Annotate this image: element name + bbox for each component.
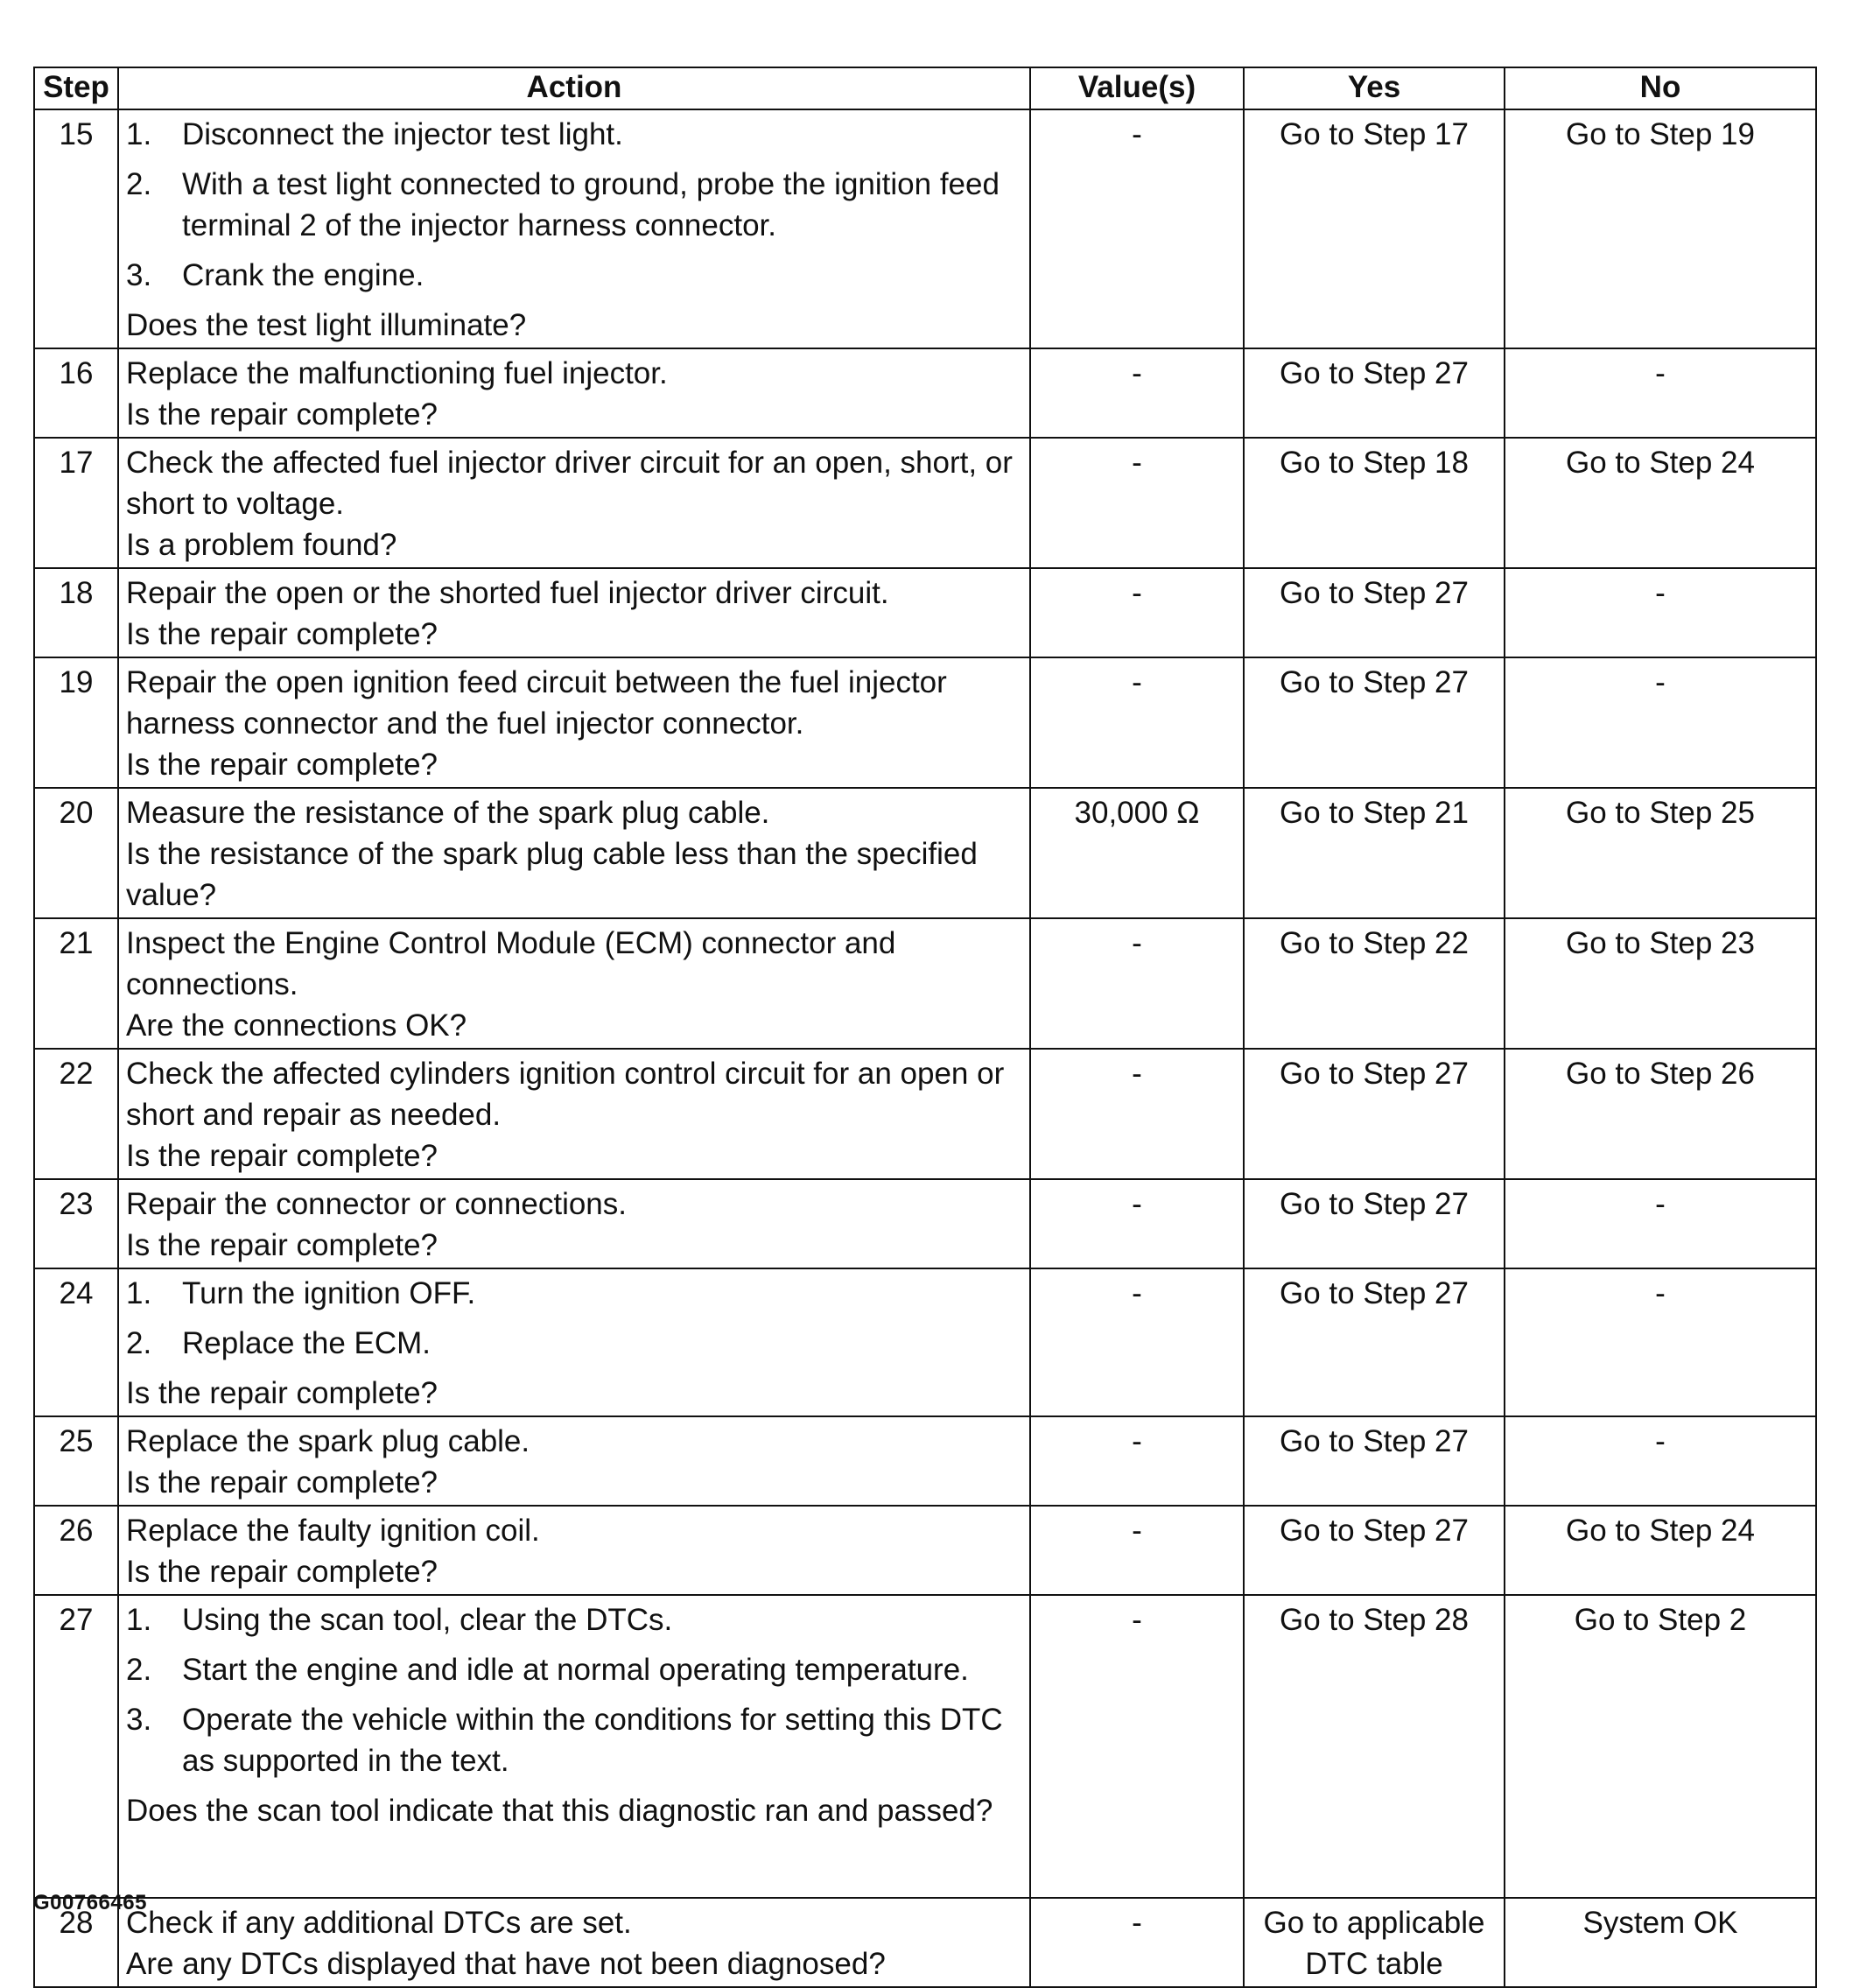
substep-number: 3. bbox=[126, 258, 152, 292]
no-cell: - bbox=[1505, 657, 1816, 788]
substep-text: Turn the ignition OFF. bbox=[182, 1276, 476, 1310]
yes-cell: Go to Step 27 bbox=[1244, 1179, 1505, 1268]
action-cell bbox=[118, 1898, 1030, 1987]
substep-text: Replace the ECM. bbox=[182, 1326, 431, 1360]
table-row bbox=[34, 348, 1816, 438]
step-number: 23 bbox=[34, 1179, 118, 1268]
table-row bbox=[34, 1268, 1816, 1416]
action-substep bbox=[126, 1599, 1022, 1640]
value-cell: - bbox=[1030, 1416, 1244, 1506]
action-cell bbox=[118, 1595, 1030, 1898]
table-body bbox=[34, 109, 1816, 1987]
table-row bbox=[34, 1898, 1816, 1987]
action-substep bbox=[126, 114, 1022, 155]
substep-number: 3. bbox=[126, 1703, 152, 1737]
action-question: Replace the malfunctioning fuel injector. Is the repair complete? bbox=[126, 356, 668, 432]
step-number: 26 bbox=[34, 1506, 118, 1595]
table-row bbox=[34, 568, 1816, 657]
action-question: Repair the open ignition feed circuit between the fuel injector harness connector and the fuel injector connector. Is the repair complete? bbox=[126, 665, 947, 782]
yes-cell: Go to Step 22 bbox=[1244, 918, 1505, 1049]
no-cell: Go to Step 23 bbox=[1505, 918, 1816, 1049]
no-cell: Go to Step 19 bbox=[1505, 109, 1816, 348]
value-cell: - bbox=[1030, 657, 1244, 788]
table-row bbox=[34, 1506, 1816, 1595]
step-number: 17 bbox=[34, 438, 118, 568]
action-cell bbox=[118, 1049, 1030, 1179]
step-number: 20 bbox=[34, 788, 118, 918]
value-cell: - bbox=[1030, 1898, 1244, 1987]
action-cell bbox=[118, 1268, 1030, 1416]
action-cell bbox=[118, 568, 1030, 657]
action-question: Repair the connector or connections. Is the repair complete? bbox=[126, 1187, 627, 1262]
no-cell: - bbox=[1505, 348, 1816, 438]
table-row bbox=[34, 788, 1816, 918]
step-number: 22 bbox=[34, 1049, 118, 1179]
header-step: Step bbox=[34, 67, 118, 109]
no-cell: Go to Step 25 bbox=[1505, 788, 1816, 918]
action-cell bbox=[118, 1506, 1030, 1595]
substep-text: Disconnect the injector test light. bbox=[182, 117, 623, 151]
substep-number: 1. bbox=[126, 1603, 152, 1637]
substep-text: Crank the engine. bbox=[182, 258, 424, 292]
value-cell: - bbox=[1030, 1268, 1244, 1416]
value-cell: - bbox=[1030, 1506, 1244, 1595]
substep-text: Using the scan tool, clear the DTCs. bbox=[182, 1603, 673, 1637]
step-number: 15 bbox=[34, 109, 118, 348]
action-question: Check the affected cylinders ignition control circuit for an open or short and repair as needed. Is the repair complete? bbox=[126, 1057, 1005, 1173]
substep-number: 2. bbox=[126, 1653, 152, 1687]
no-cell: - bbox=[1505, 1268, 1816, 1416]
value-cell: - bbox=[1030, 438, 1244, 568]
header-yes: Yes bbox=[1244, 67, 1505, 109]
substep-text: Start the engine and idle at normal operating temperature. bbox=[182, 1653, 969, 1687]
action-cell bbox=[118, 1416, 1030, 1506]
figure-id: G00766465 bbox=[33, 1891, 147, 1914]
table-row bbox=[34, 438, 1816, 568]
action-question: Replace the faulty ignition coil. Is the repair complete? bbox=[126, 1514, 540, 1589]
action-substep bbox=[126, 164, 1022, 246]
action-question: Does the test light illuminate? bbox=[126, 308, 527, 342]
action-cell bbox=[118, 657, 1030, 788]
table-header-row bbox=[34, 67, 1816, 109]
yes-cell: Go to Step 27 bbox=[1244, 348, 1505, 438]
action-question: Does the scan tool indicate that this diagnostic ran and passed? bbox=[126, 1794, 993, 1828]
substep-text: Operate the vehicle within the conditions for setting this DTC as supported in the text. bbox=[182, 1703, 1003, 1778]
action-cell bbox=[118, 438, 1030, 568]
value-cell: - bbox=[1030, 1049, 1244, 1179]
diagnostic-table bbox=[33, 67, 1817, 1988]
table-row bbox=[34, 1049, 1816, 1179]
table-row bbox=[34, 109, 1816, 348]
substep-number: 2. bbox=[126, 167, 152, 201]
value-cell: - bbox=[1030, 1179, 1244, 1268]
no-cell: - bbox=[1505, 1179, 1816, 1268]
step-number: 21 bbox=[34, 918, 118, 1049]
substep-text: With a test light connected to ground, probe the ignition feed terminal 2 of the injector harness connector. bbox=[182, 167, 1000, 242]
yes-cell: Go to Step 28 bbox=[1244, 1595, 1505, 1898]
table-row bbox=[34, 1595, 1816, 1898]
yes-cell: Go to Step 27 bbox=[1244, 568, 1505, 657]
action-question: Repair the open or the shorted fuel injector driver circuit. Is the repair complete? bbox=[126, 576, 889, 651]
action-question: Check if any additional DTCs are set. Are any DTCs displayed that have not been diagnosed? bbox=[126, 1906, 886, 1981]
value-cell: - bbox=[1030, 918, 1244, 1049]
no-cell: - bbox=[1505, 1416, 1816, 1506]
action-question: Inspect the Engine Control Module (ECM) connector and connections. Are the connections OK? bbox=[126, 926, 896, 1043]
table-row bbox=[34, 1179, 1816, 1268]
action-question: Measure the resistance of the spark plug cable. Is the resistance of the spark plug cable less than the specified value? bbox=[126, 796, 978, 912]
action-substep bbox=[126, 1323, 1022, 1364]
value-cell: 30,000 Ω bbox=[1030, 788, 1244, 918]
step-number: 18 bbox=[34, 568, 118, 657]
substep-number: 1. bbox=[126, 1276, 152, 1310]
table-row bbox=[34, 918, 1816, 1049]
action-cell bbox=[118, 788, 1030, 918]
value-cell: - bbox=[1030, 109, 1244, 348]
header-values: Value(s) bbox=[1030, 67, 1244, 109]
value-cell: - bbox=[1030, 568, 1244, 657]
step-number: 24 bbox=[34, 1268, 118, 1416]
action-cell bbox=[118, 348, 1030, 438]
step-number: 28 bbox=[34, 1898, 118, 1987]
action-substep bbox=[126, 1273, 1022, 1314]
yes-cell: Go to Step 27 bbox=[1244, 1268, 1505, 1416]
step-number: 19 bbox=[34, 657, 118, 788]
no-cell: Go to Step 26 bbox=[1505, 1049, 1816, 1179]
table-row bbox=[34, 657, 1816, 788]
action-cell bbox=[118, 918, 1030, 1049]
table-row bbox=[34, 1416, 1816, 1506]
value-cell: - bbox=[1030, 1595, 1244, 1898]
yes-cell: Go to applicable DTC table bbox=[1244, 1898, 1505, 1987]
no-cell: Go to Step 2 bbox=[1505, 1595, 1816, 1898]
no-cell: - bbox=[1505, 568, 1816, 657]
header-action: Action bbox=[118, 67, 1030, 109]
yes-cell: Go to Step 27 bbox=[1244, 657, 1505, 788]
substep-number: 1. bbox=[126, 117, 152, 151]
yes-cell: Go to Step 27 bbox=[1244, 1506, 1505, 1595]
action-substep bbox=[126, 1649, 1022, 1690]
value-cell: - bbox=[1030, 348, 1244, 438]
step-number: 25 bbox=[34, 1416, 118, 1506]
action-question: Check the affected fuel injector driver circuit for an open, short, or short to voltage. Is a problem found? bbox=[126, 446, 1013, 562]
step-number: 16 bbox=[34, 348, 118, 438]
header-no: No bbox=[1505, 67, 1816, 109]
action-question: Is the repair complete? bbox=[126, 1376, 438, 1410]
step-number: 27 bbox=[34, 1595, 118, 1898]
action-substep bbox=[126, 1699, 1022, 1781]
no-cell: Go to Step 24 bbox=[1505, 438, 1816, 568]
action-question: Replace the spark plug cable. Is the repair complete? bbox=[126, 1424, 530, 1500]
no-cell: Go to Step 24 bbox=[1505, 1506, 1816, 1595]
action-cell bbox=[118, 1179, 1030, 1268]
yes-cell: Go to Step 27 bbox=[1244, 1416, 1505, 1506]
substep-number: 2. bbox=[126, 1326, 152, 1360]
yes-cell: Go to Step 18 bbox=[1244, 438, 1505, 568]
action-substep bbox=[126, 255, 1022, 296]
yes-cell: Go to Step 21 bbox=[1244, 788, 1505, 918]
yes-cell: Go to Step 27 bbox=[1244, 1049, 1505, 1179]
no-cell: System OK bbox=[1505, 1898, 1816, 1987]
action-cell bbox=[118, 109, 1030, 348]
yes-cell: Go to Step 17 bbox=[1244, 109, 1505, 348]
